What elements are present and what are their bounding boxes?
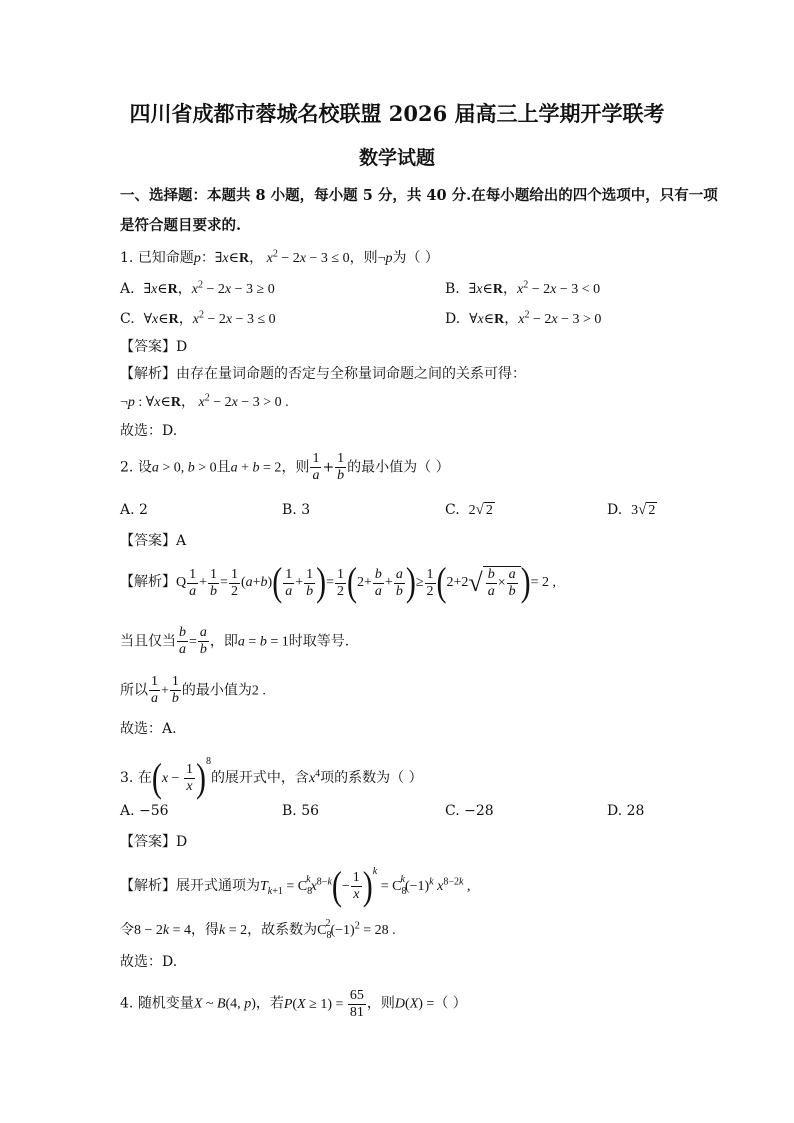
q2-stem: 2. 设a > 0, b > 0且a + b = 2，则 $\frac{1}{a}$ + $\frac{1}{b}$ 的最小值为（ ） <box>120 451 450 483</box>
q2-option-a: A. 2 <box>120 502 148 518</box>
q2-option-c: C. 2√ 2 <box>445 502 493 518</box>
q1-stem: 1. 已知命题p：∃x∈R， $x^2 - 2x - 3 \le 0$，则¬p为（ ） <box>120 248 439 266</box>
q1-analysis-formula: ¬p : ∀x∈R， $x^2 - 2x - 3 > 0$ . <box>120 392 289 410</box>
page-title: 四川省成都市蓉城名校联盟 2026 届高三上学期开学联考 <box>129 101 665 126</box>
q3-solve: 令8 − 2k = 4，得k = 2，故系数为$C_8^2(-1)^2 = 28$ . <box>120 918 396 941</box>
q3-option-c: C. −28 <box>445 803 494 819</box>
q1-stem-b: ，则 <box>349 250 378 266</box>
q1-number: 1. <box>120 250 134 266</box>
section-heading-line2: 是符合题目要求的. <box>120 217 242 234</box>
page-subtitle: 数学试题 <box>358 147 435 169</box>
q2-answer: 【答案】A <box>120 533 187 549</box>
q3-option-a: A. −56 <box>120 803 169 819</box>
q1-analysis: 【解析】由存在量词命题的否定与全称量词命题之间的关系可得： <box>120 366 526 382</box>
q3-answer: 【答案】D <box>120 834 188 850</box>
q2-equality-condition: 当且仅当 $\frac{b}{a}$ = $\frac{a}{b}$ ，即a = b = 1时取等号. <box>120 625 350 657</box>
q1-stem-a: 已知命题 <box>137 250 194 266</box>
q4-stem: 4. 随机变量X ~ B(4, p)，若P(X ≥ 1) = $\frac{65}{81}$ ，则D(X) =（ ） <box>120 988 467 1020</box>
q1-option-d: D. ∀x∈R，$x^2 - 2x - 3 > 0$ <box>445 309 602 327</box>
q2-option-b: B. 3 <box>282 502 311 518</box>
q3-option-b: B. 56 <box>282 803 320 819</box>
q1-option-c: C. ∀x∈R，$x^2 - 2x - 3 \le 0$ <box>120 309 276 327</box>
q2-option-d: D. 3√ 2 <box>607 502 656 518</box>
q1-option-b: B. ∃x∈R，$x^2 - 2x - 3 < 0$ <box>445 279 601 297</box>
q3-stem: 3. 在(x − $\frac{1}{x}$ )$^8$的展开式中，含$x^4$项的系数为（ ） <box>120 755 423 801</box>
q2-choose: 故选：A. <box>120 721 177 737</box>
q3-option-d: D. 28 <box>607 803 645 819</box>
q3-choose: 故选：D. <box>120 954 178 970</box>
q1-option-a: A. ∃x∈R，$x^2 - 2x - 3 \ge 0$ <box>120 279 275 297</box>
section-heading-line1: 一、选择题：本题共 8 小题，每小题 5 分，共 40 分.在每小题给出的四个选项中，只有一项 <box>120 187 718 204</box>
q1-stem-c: 为（ ） <box>392 250 439 266</box>
q2-min-value: 所以 $\frac{1}{a}$ + $\frac{1}{b}$ 的最小值为2 . <box>120 674 266 706</box>
q1-choose: 故选：D. <box>120 423 178 439</box>
q2-analysis-formula: 【解析】Q $\frac{1}{a}$ + $\frac{1}{b}$ = $\frac{1}{2}$ (a+b)( $\frac{1}{a}$ + $\frac{1}{b}$ )= $\frac{1}{2}$ (2+ $\frac{b}{a}$ + $\frac{a}{b}$ )≥ $\frac{1}{2}$ (2+2√ $\frac{b}{a}$ × $\frac{a}{b}$ )= 2 , <box>120 560 556 605</box>
q3-analysis: 【解析】展开式通项为$T_{k+1} = C_8^kx^{8-k}(-$ $\frac{1}{x}$ )$^k = C_8^k(-1)^k$ $x^{8-2k}$ , <box>120 863 471 909</box>
q1-answer: 【答案】D <box>120 339 188 355</box>
